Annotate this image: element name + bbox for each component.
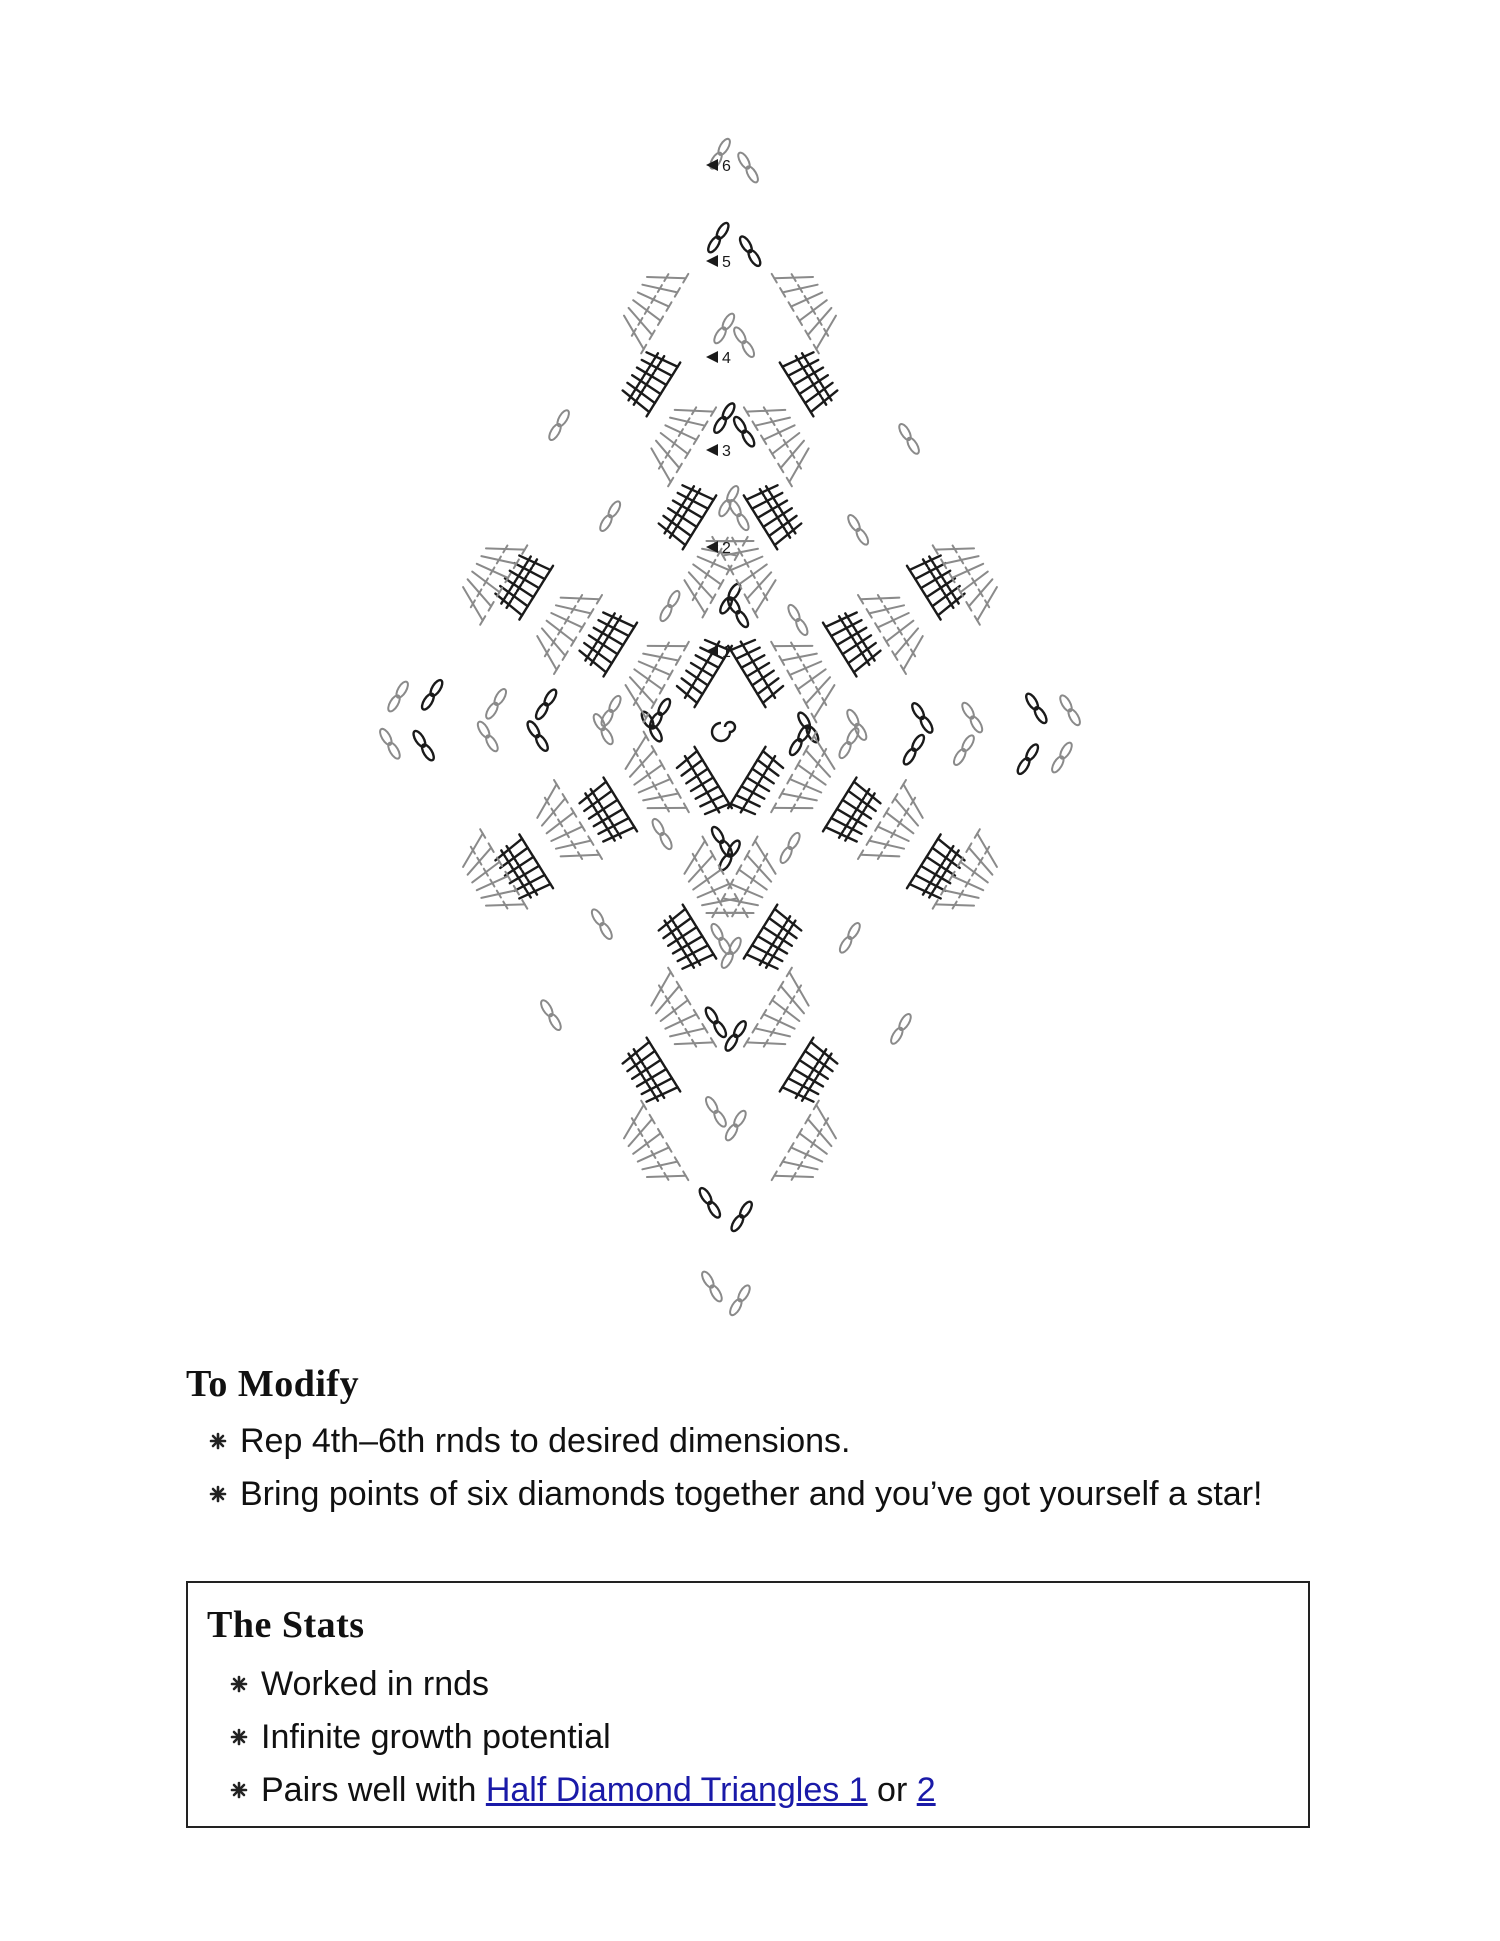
round-number-label: 2 xyxy=(722,540,731,557)
round-2-stitches xyxy=(591,484,868,969)
modify-list xyxy=(186,1420,1286,1526)
asterisk-bullet-icon xyxy=(229,1780,249,1800)
round-number-label: 5 xyxy=(722,254,731,271)
asterisk-bullet-icon xyxy=(208,1431,228,1451)
list-item-text: Infinite growth potential xyxy=(261,1718,611,1756)
stats-heading: The Stats xyxy=(207,1604,365,1646)
list-item xyxy=(207,1663,1287,1705)
list-item-text: Bring points of six diamonds together and you’ve got yourself a star! xyxy=(240,1475,1263,1513)
pairs-prefix: Pairs well with xyxy=(261,1771,486,1809)
pairs-middle: or xyxy=(867,1771,917,1809)
list-item xyxy=(186,1420,1286,1462)
list-item-text: Worked in rnds xyxy=(261,1665,490,1703)
to-modify-heading: To Modify xyxy=(186,1363,360,1405)
magic-ring-icon xyxy=(712,722,735,741)
list-item xyxy=(186,1473,1286,1515)
half-diamond-triangles-1-link[interactable]: Half Diamond Triangles 1 xyxy=(485,1771,868,1809)
round-start-arrow-icon xyxy=(706,444,718,456)
stats-list xyxy=(207,1663,1287,1822)
round-start-arrow-icon xyxy=(706,351,718,363)
round-4-stitches xyxy=(476,312,985,1142)
stats-box xyxy=(186,1581,1310,1828)
list-item xyxy=(207,1716,1287,1758)
crochet-diamond-chart xyxy=(360,115,1100,1345)
round-1-stitches xyxy=(639,582,820,872)
round-number-label: 6 xyxy=(722,158,731,175)
asterisk-bullet-icon xyxy=(208,1484,228,1504)
round-5-stitches xyxy=(411,221,1049,1233)
round-number-label: 4 xyxy=(722,350,731,367)
round-number-label: 3 xyxy=(722,443,731,460)
asterisk-bullet-icon xyxy=(229,1727,249,1747)
list-item xyxy=(207,1769,1287,1811)
round-3-stitches xyxy=(525,402,934,1053)
round-start-arrow-icon xyxy=(706,255,718,267)
half-diamond-triangles-2-link[interactable]: 2 xyxy=(916,1771,936,1809)
round-number-label: 1 xyxy=(722,644,731,661)
asterisk-bullet-icon xyxy=(229,1674,249,1694)
list-item-text: Rep 4th–6th rnds to desired dimensions. xyxy=(240,1422,851,1460)
